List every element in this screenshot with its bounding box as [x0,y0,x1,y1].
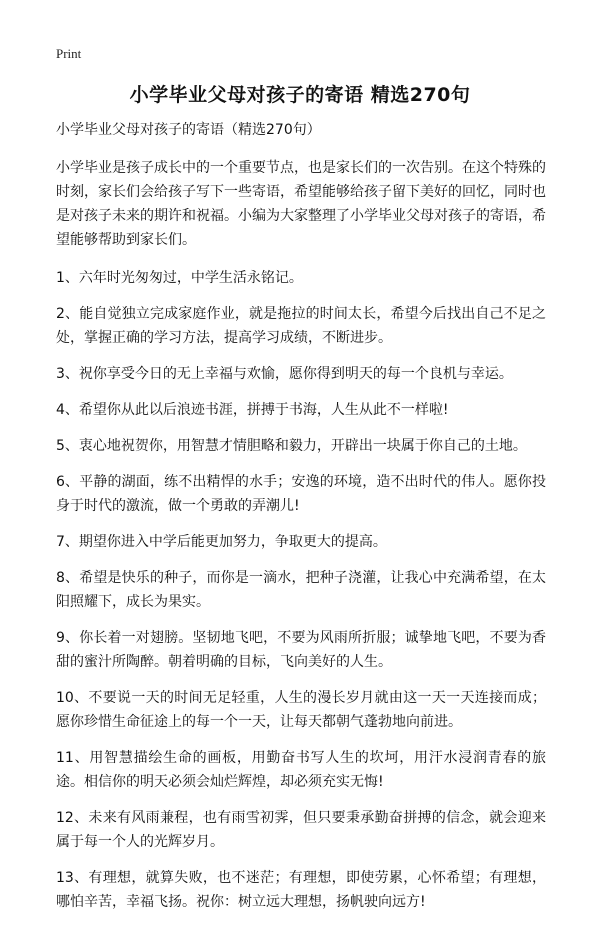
intro-paragraph: 小学毕业是孩子成长中的一个重要节点，也是家长们的一次告别。在这个特殊的时刻，家长们会给孩子写下一些寄语，希望能够给孩子留下美好的回忆，同时也是对孩子未来的期许和祝福。小编为大家整理了小学毕业父母对孩子的寄语，希望能够帮助到家长们。 [56,160,546,248]
list-item: 4、希望你从此以后浪迹书涯，拼搏于书海，人生从此不一样啦! [56,402,449,418]
list-item: 13、有理想，就算失败，也不迷茫；有理想，即使劳累，心怀希望；有理想，哪怕辛苦，幸福飞扬。祝你：树立远大理想，扬帆驶向远方! [56,870,546,910]
list-item: 3、祝你享受今日的无上幸福与欢愉，愿你得到明天的每一个良机与幸运。 [56,366,513,382]
document-subtitle: 小学毕业父母对孩子的寄语（精选270句） [56,122,321,138]
list-item: 7、期望你进入中学后能更加努力，争取更大的提高。 [56,534,387,550]
document-body [56,118,546,926]
list-item: 1、六年时光匆匆过，中学生活永铭记。 [56,270,303,286]
list-item: 6、平静的湖面，练不出精悍的水手；安逸的环境，造不出时代的伟人。愿你投身于时代的激流，做一个勇敢的弄潮儿! [56,474,546,514]
list-item: 11、用智慧描绘生命的画板，用勤奋书写人生的坎坷，用汗水浸润青春的旅途。相信你的明天必须会灿烂辉煌，却必须充实无悔! [56,750,546,790]
list-item: 5、衷心地祝贺你，用智慧才情胆略和毅力，开辟出一块属于你自己的土地。 [56,438,527,454]
list-item: 8、希望是快乐的种子，而你是一滴水，把种子浇灌，让我心中充满希望，在太阳照耀下，成长为果实。 [56,570,546,610]
list-item: 9、你长着一对翅膀。坚韧地飞吧，不要为风雨所折服；诚挚地飞吧，不要为香甜的蜜汁所陶醉。朝着明确的目标，飞向美好的人生。 [56,630,546,670]
print-link[interactable]: Print [56,46,82,61]
list-item: 12、未来有风雨兼程，也有雨雪初霁，但只要秉承勤奋拼搏的信念，就会迎来属于每一个人的光辉岁月。 [56,810,546,850]
document-title: 小学毕业父母对孩子的寄语 精选270句 [129,84,471,106]
list-item: 10、不要说一天的时间无足轻重，人生的漫长岁月就由这一天一天连接而成；愿你珍惜生命征途上的每一个一天，让每天都朝气蓬勃地向前进。 [56,690,546,730]
list-item: 2、能自觉独立完成家庭作业，就是拖拉的时间太长，希望今后找出自己不足之处，掌握正确的学习方法，提高学习成绩，不断进步。 [56,306,546,346]
